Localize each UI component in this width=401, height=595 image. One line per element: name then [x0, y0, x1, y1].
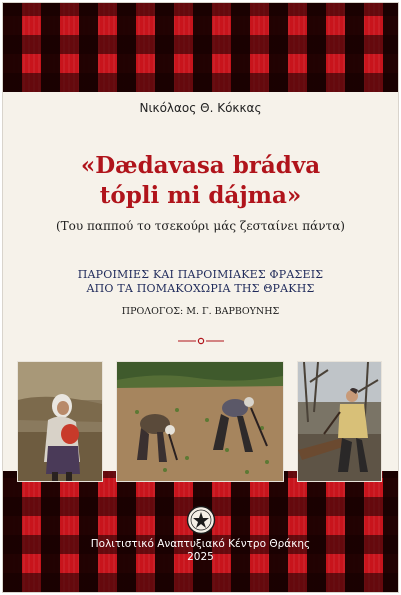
proverbs-line-1: ΠΑΡΟΙΜΙΕΣ ΚΑΙ ΠΑΡΟΙΜΙΑΚΕΣ ΦΡΑΣΕΙΣ — [77, 268, 324, 281]
photo-woman-headscarf — [17, 361, 103, 482]
photo-man-woodcutting — [297, 361, 382, 482]
foreword-credit: ΠΡΟΛΟΓΟΣ: Μ. Γ. ΒΑΡΒΟΥΝΗΣ — [121, 306, 280, 317]
photo-field-workers — [116, 361, 284, 482]
book-title — [3, 151, 398, 211]
divider-ornament-icon — [178, 336, 224, 346]
title-line-1: «Dædavasa brádva — [80, 152, 321, 179]
publisher-name: Πολιτιστικό Αναπτυξιακό Κέντρο Θράκης — [90, 538, 311, 550]
book-cover — [3, 3, 398, 592]
publisher-info — [3, 538, 398, 564]
publisher-emblem-icon — [186, 505, 216, 535]
title-line-2: tópli mi dájma» — [99, 182, 302, 209]
proverbs-line-2: ΑΠΟ ΤΑ ΠΟΜΑΚΟΧΩΡΙΑ ΤΗΣ ΘΡΑΚΗΣ — [86, 282, 315, 295]
proverbs-heading — [3, 268, 398, 296]
book-subtitle: (Του παππού το τσεκούρι μάς ζεσταίνει πάντα) — [56, 219, 345, 233]
publication-year: 2025 — [187, 551, 214, 563]
plaid-band-top — [3, 3, 398, 92]
author-name: Νικόλαος Θ. Κόκκας — [139, 101, 262, 115]
